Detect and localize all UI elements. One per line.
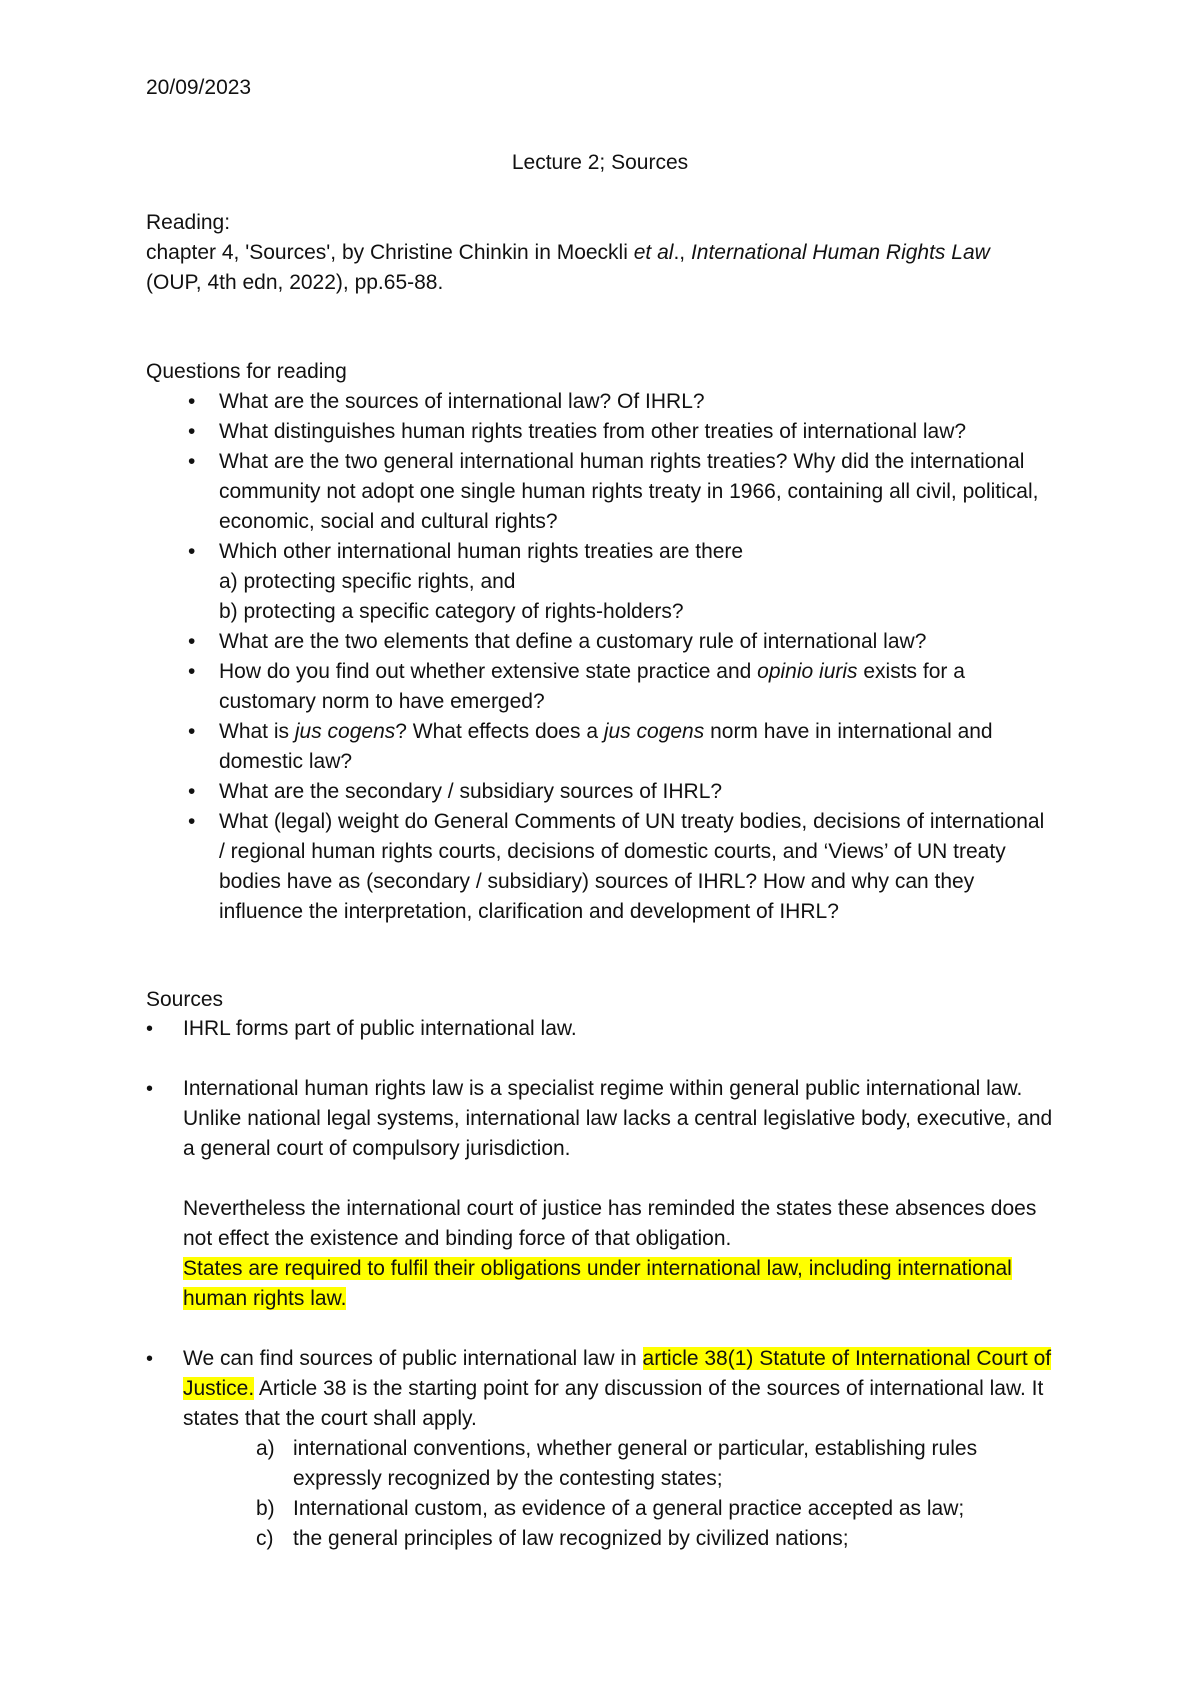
question-text: What are the secondary / subsidiary sources of IHRL? (219, 780, 723, 803)
reading-text-part: chapter 4, 'Sources', by Christine Chinkin in Moeckli (146, 241, 634, 264)
list-item (146, 387, 1046, 417)
bullet-icon: • (188, 810, 196, 833)
bullet-icon: • (188, 540, 196, 563)
list-item (146, 1074, 1066, 1314)
question-text: ? What effects does a (395, 720, 604, 743)
source-text: International human rights law is a specialist regime within general public international law. Unlike national legal systems, international law lacks a central legislative body, executive, and a general court of compulsory jurisdiction. (183, 1077, 1053, 1160)
bullet-icon: • (146, 1018, 154, 1040)
list-item (146, 657, 1046, 717)
list-item (146, 1344, 1066, 1554)
question-text: What are the two general international human rights treaties? Why did the international community not adopt one single human rights treaty in 1966, containing all civil, political, economic, social and cultural rights? (219, 450, 1039, 533)
article-item-text: international conventions, whether general or particular, establishing rules expressly recognized by the contesting states; (293, 1437, 978, 1490)
source-text: IHRL forms part of public international law. (183, 1017, 577, 1040)
question-text: exists for a customary norm to have emerged? (219, 660, 965, 713)
spacer (183, 1164, 1066, 1194)
list-item (146, 807, 1046, 927)
reading-text-part: (OUP, 4th edn, 2022), pp.65-88. (146, 271, 444, 294)
reading-citation (146, 238, 1026, 298)
sources-list (146, 1014, 1066, 1554)
bullet-icon: • (188, 780, 196, 803)
bullet-icon: • (188, 390, 196, 413)
list-item (146, 777, 1046, 807)
bullet-icon: • (188, 630, 196, 653)
list-marker: a) (256, 1437, 275, 1460)
bullet-icon: • (146, 1348, 154, 1370)
list-item (183, 1494, 1066, 1524)
question-subline: b) protecting a specific category of rights-holders? (219, 600, 684, 623)
page-title: Lecture 2; Sources (511, 151, 689, 174)
spacer (146, 1044, 1066, 1074)
question-text: What (legal) weight do General Comments of UN treaty bodies, decisions of international / regional human rights courts, decisions of domestic courts, and ‘Views’ of UN treaty bodies have as (secondary / subsidiary) sources of IHRL? How and why can they influence the interpretation, clarification and development of IHRL? (219, 810, 1045, 923)
list-item (146, 537, 1046, 627)
reading-text-part: ., (673, 241, 691, 264)
spacer (146, 1314, 1066, 1344)
question-emphasis: opinio iuris (757, 660, 858, 683)
questions-list (146, 387, 1046, 927)
list-item (146, 447, 1046, 537)
list-item (183, 1524, 1066, 1554)
list-item (146, 717, 1046, 777)
list-item (146, 417, 1046, 447)
list-item (146, 627, 1046, 657)
question-subline: a) protecting specific rights, and (219, 570, 516, 593)
source-paragraph (183, 1194, 1066, 1314)
source-text: Article 38 is the starting point for any discussion of the sources of international law. It states that the court shall apply. (183, 1377, 1044, 1430)
question-text: What are the two elements that define a customary rule of international law? (219, 630, 927, 653)
bullet-icon: • (188, 660, 196, 683)
source-text: Nevertheless the international court of justice has reminded the states these absences does not effect the existence and binding force of that obligation. (183, 1197, 1037, 1250)
list-item (183, 1434, 1066, 1494)
reading-book-title: International Human Rights Law (690, 241, 990, 264)
highlighted-text: article 38(1) Statute of International Court of Justice. (183, 1347, 1052, 1400)
source-text: We can find sources of public international law in (183, 1347, 643, 1370)
question-text: Which other international human rights treaties are there (219, 540, 744, 563)
bullet-icon: • (188, 720, 196, 743)
question-text: How do you find out whether extensive state practice and (219, 660, 758, 683)
question-emphasis: jus cogens (294, 720, 396, 743)
sources-heading: Sources (146, 988, 224, 1011)
question-text: What are the sources of international law? Of IHRL? (219, 390, 705, 413)
article-item-text: International custom, as evidence of a general practice accepted as law; (293, 1497, 965, 1520)
reading-label: Reading: (146, 211, 231, 234)
bullet-icon: • (146, 1078, 154, 1100)
question-text: What distinguishes human rights treaties from other treaties of international law? (219, 420, 967, 443)
highlighted-text: States are required to fulfil their obligations under international law, including international human rights law. (183, 1257, 1012, 1310)
question-emphasis: jus cogens (603, 720, 705, 743)
list-marker: c) (256, 1527, 274, 1550)
question-text: What is (219, 720, 295, 743)
questions-heading: Questions for reading (146, 360, 347, 383)
list-marker: b) (256, 1497, 275, 1520)
document-date: 20/09/2023 (146, 76, 252, 99)
bullet-icon: • (188, 450, 196, 473)
reading-etal: et al (633, 241, 674, 264)
question-text: norm have in international and domestic law? (219, 720, 993, 773)
list-item (146, 1014, 1066, 1044)
bullet-icon: • (188, 420, 196, 443)
article-item-text: the general principles of law recognized by civilized nations; (293, 1527, 849, 1550)
article-38-list (183, 1434, 1066, 1554)
